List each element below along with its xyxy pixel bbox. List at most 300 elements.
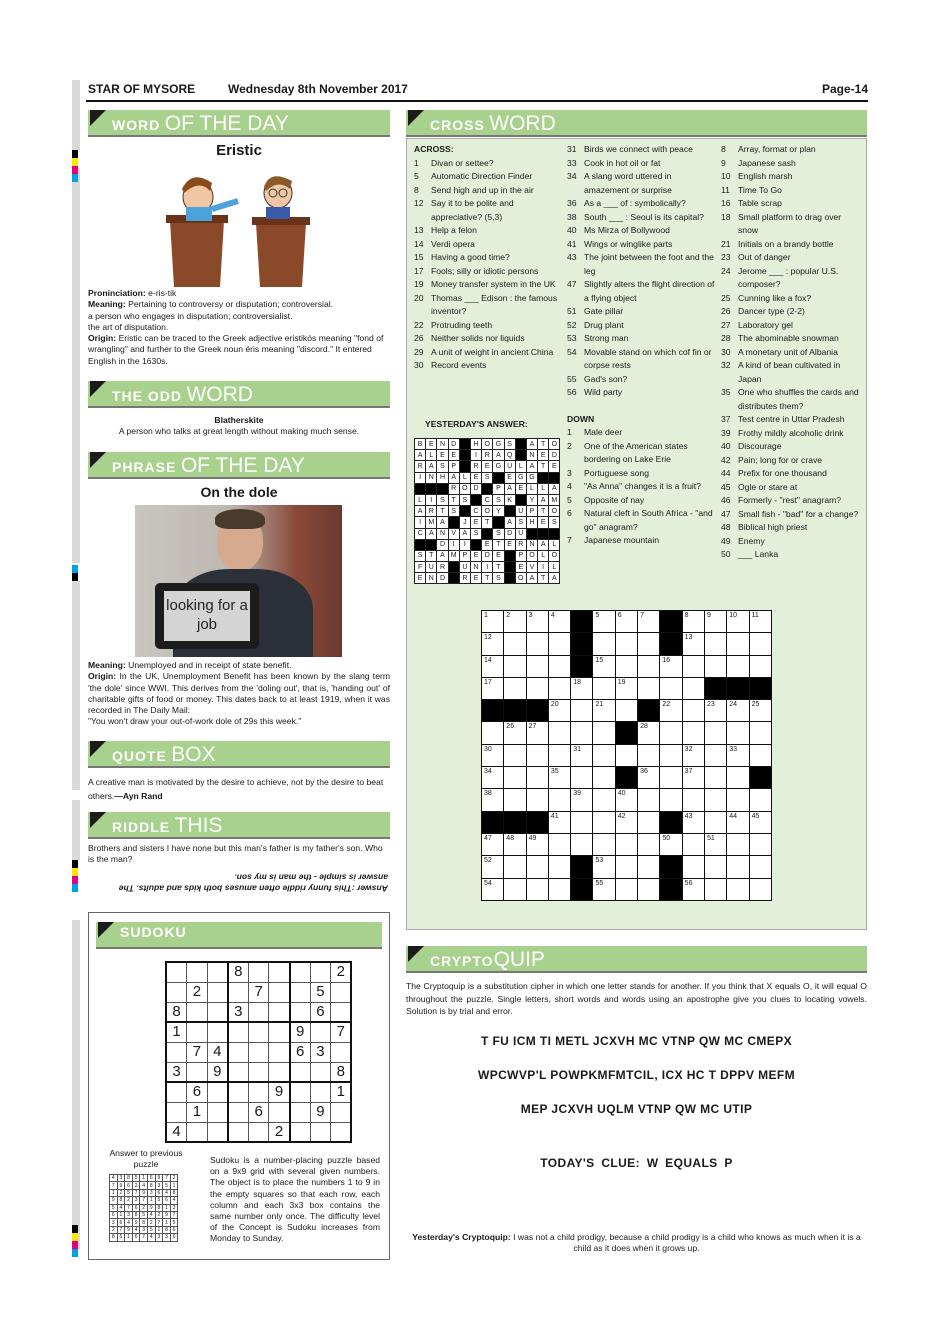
crossword-cell[interactable] xyxy=(682,878,704,900)
sudoku-cell[interactable] xyxy=(269,1022,290,1042)
crossword-cell[interactable] xyxy=(593,722,615,744)
answer-cell: 9 xyxy=(147,1204,155,1211)
answer-cell: 7 xyxy=(132,1189,140,1196)
sudoku-cell[interactable] xyxy=(228,1042,249,1062)
crossword-cell[interactable] xyxy=(615,811,637,833)
crossword-cell[interactable] xyxy=(704,700,726,722)
crossword-cell[interactable] xyxy=(704,789,726,811)
answer-letter: A xyxy=(526,439,537,450)
black-square xyxy=(437,483,448,494)
crossword-cell[interactable] xyxy=(526,744,548,766)
sudoku-cell[interactable] xyxy=(166,1082,187,1102)
crossword-cell[interactable] xyxy=(548,811,570,833)
sudoku-cell[interactable] xyxy=(310,1122,331,1142)
crossword-cell[interactable] xyxy=(660,789,682,811)
crossword-cell[interactable] xyxy=(749,655,771,677)
sudoku-cell[interactable] xyxy=(166,982,187,1002)
crossword-cell[interactable] xyxy=(504,878,526,900)
sudoku-cell[interactable] xyxy=(207,982,228,1002)
crossword-cell[interactable] xyxy=(571,700,593,722)
crossword-cell[interactable] xyxy=(504,744,526,766)
answer-letter: S xyxy=(493,573,504,584)
sudoku-cell[interactable] xyxy=(207,1002,228,1022)
sudoku-cell[interactable] xyxy=(248,1002,269,1022)
crossword-cell[interactable] xyxy=(682,767,704,789)
sudoku-cell[interactable] xyxy=(269,962,290,982)
crossword-cell[interactable] xyxy=(593,677,615,699)
answer-cell: 6 xyxy=(132,1204,140,1211)
crossword-cell[interactable] xyxy=(615,611,637,633)
sudoku-cell[interactable] xyxy=(269,1002,290,1022)
crossword-cell[interactable] xyxy=(704,633,726,655)
crossword-cell[interactable] xyxy=(660,767,682,789)
sudoku-cell[interactable] xyxy=(187,1022,208,1042)
crossword-cell[interactable] xyxy=(727,767,749,789)
crossword-cell[interactable] xyxy=(482,633,504,655)
answer-letter: A xyxy=(415,450,426,461)
meaning: Pertaining to controversy or disputation; controversial. xyxy=(128,299,334,310)
answer-letter: O xyxy=(459,483,470,494)
answer-cell: 8 xyxy=(155,1204,163,1211)
crossword-cell[interactable] xyxy=(749,833,771,855)
answer-letter: A xyxy=(437,517,448,528)
crossword-cell[interactable] xyxy=(660,722,682,744)
crossword-cell[interactable] xyxy=(638,856,660,878)
answer-cell: 8 xyxy=(147,1182,155,1189)
clue-number: 2 xyxy=(567,440,572,451)
clue-number: 28 xyxy=(721,333,731,343)
sudoku-cell[interactable] xyxy=(207,1102,228,1122)
clue-number: 1 xyxy=(414,157,419,168)
answer-letter: E xyxy=(470,550,481,561)
crossword-cell[interactable] xyxy=(482,611,504,633)
origin: Eristic can be traced to the Greek adjective eristikós meaning "fond of wrangling" and further to the Greek noun éris meaning "discord." It entered English in the 1630s. xyxy=(88,333,384,366)
answer-cell: 7 xyxy=(163,1175,171,1182)
answer-letter: O xyxy=(482,506,493,517)
clue-text: Having a good time? xyxy=(431,252,510,262)
answer-cell: 4 xyxy=(132,1226,140,1233)
crossword-cell[interactable] xyxy=(727,655,749,677)
clue-text: Formerly - "rest" anagram? xyxy=(738,495,842,505)
crossword-cell[interactable] xyxy=(749,611,771,633)
clue-text: Small platform to drag over snow xyxy=(738,211,842,235)
crossword-cell[interactable] xyxy=(593,655,615,677)
sudoku-cell[interactable] xyxy=(187,1002,208,1022)
sudoku-cell[interactable] xyxy=(310,1062,331,1082)
crossword-cell[interactable] xyxy=(548,878,570,900)
crossword-cell[interactable] xyxy=(638,633,660,655)
answer-cell: 1 xyxy=(117,1211,125,1218)
crossword-cell[interactable] xyxy=(593,878,615,900)
sudoku-cell[interactable] xyxy=(290,1102,311,1122)
crossword-cell[interactable] xyxy=(704,767,726,789)
clue-item xyxy=(414,319,564,333)
crossword-cell[interactable] xyxy=(593,633,615,655)
black-square xyxy=(415,539,426,550)
clue-number: 13 xyxy=(414,225,424,235)
answer-cell: 2 xyxy=(155,1211,163,1218)
crossword-cell[interactable] xyxy=(727,611,749,633)
answer-cell: 5 xyxy=(140,1211,148,1218)
sudoku-cell[interactable] xyxy=(331,1122,352,1142)
crossword-cell[interactable] xyxy=(482,744,504,766)
crossword-cell[interactable] xyxy=(548,744,570,766)
sudoku-cell[interactable] xyxy=(228,1062,249,1082)
crossword-cell[interactable] xyxy=(482,677,504,699)
color-mark xyxy=(72,573,78,581)
black-square xyxy=(504,700,526,722)
crossword-cell[interactable] xyxy=(593,856,615,878)
crossword-cell[interactable] xyxy=(504,767,526,789)
crossword-cell[interactable] xyxy=(548,700,570,722)
crossword-cell[interactable] xyxy=(593,833,615,855)
clue-text: Cunning like a fox? xyxy=(738,292,812,303)
clue-item xyxy=(721,494,863,508)
crossword-cell[interactable] xyxy=(704,833,726,855)
crossword-cell[interactable] xyxy=(749,856,771,878)
sudoku-cell[interactable] xyxy=(331,1042,352,1062)
sudoku-cell[interactable] xyxy=(290,1062,311,1082)
crossword-cell[interactable] xyxy=(638,655,660,677)
crossword-cell[interactable] xyxy=(727,722,749,744)
crossword-cell[interactable] xyxy=(615,789,637,811)
clue-item xyxy=(567,332,717,346)
crossword-cell[interactable] xyxy=(638,744,660,766)
clue-number: 26 xyxy=(721,306,731,316)
crossword-cell[interactable] xyxy=(682,611,704,633)
crossword-cell[interactable] xyxy=(593,767,615,789)
crossword-cell[interactable] xyxy=(638,611,660,633)
answer-letter: L xyxy=(538,483,549,494)
sudoku-cell[interactable] xyxy=(310,1022,331,1042)
crossword-cell[interactable] xyxy=(704,722,726,744)
crossword-cell[interactable] xyxy=(526,633,548,655)
crossword-cell[interactable] xyxy=(504,633,526,655)
crossword-cell[interactable] xyxy=(548,833,570,855)
clue-text: South ___ : Seoul is its capital? xyxy=(584,211,704,222)
crossword-cell[interactable] xyxy=(660,655,682,677)
sudoku-cell[interactable] xyxy=(310,1082,331,1102)
crossword-cell[interactable] xyxy=(526,789,548,811)
crossword-cell[interactable] xyxy=(727,856,749,878)
crossword-cell[interactable] xyxy=(749,722,771,744)
cell-number: 50 xyxy=(662,834,671,842)
crossword-cell[interactable] xyxy=(526,611,548,633)
crossword-cell[interactable] xyxy=(526,856,548,878)
crossword-cell[interactable] xyxy=(482,789,504,811)
crossword-cell[interactable] xyxy=(638,722,660,744)
crossword-cell[interactable] xyxy=(548,611,570,633)
answer-letter: E xyxy=(415,573,426,584)
sudoku-cell[interactable] xyxy=(290,1082,311,1102)
crossword-cell[interactable] xyxy=(548,856,570,878)
clue-text: ___ Lanka xyxy=(738,549,779,559)
answer-letter: G xyxy=(515,472,526,483)
crossword-cell[interactable] xyxy=(548,633,570,655)
clue-item xyxy=(721,197,863,211)
sudoku-cell[interactable] xyxy=(331,1002,352,1022)
sudoku-cell[interactable] xyxy=(207,962,228,982)
sudoku-cell[interactable] xyxy=(228,1022,249,1042)
clue-number: 5 xyxy=(414,171,419,181)
sudoku-cell[interactable] xyxy=(187,1062,208,1082)
clue-text: Prefix for one thousand xyxy=(738,468,827,478)
crossword-cell[interactable] xyxy=(682,633,704,655)
clue-number: 6 xyxy=(567,508,572,518)
crossword-cell[interactable] xyxy=(571,722,593,744)
crossword-cell[interactable] xyxy=(526,767,548,789)
crossword-cell[interactable] xyxy=(704,878,726,900)
crossword-cell[interactable] xyxy=(704,655,726,677)
crossword-cell[interactable] xyxy=(615,677,637,699)
crossword-cell[interactable] xyxy=(482,655,504,677)
crossword-cell[interactable] xyxy=(682,789,704,811)
crossword-cell[interactable] xyxy=(571,767,593,789)
sudoku-cell[interactable] xyxy=(290,1002,311,1022)
answer-letter: O xyxy=(515,573,526,584)
answer-cell: 3 xyxy=(132,1197,140,1204)
crossword-cell[interactable] xyxy=(682,700,704,722)
crossword-cell[interactable] xyxy=(593,811,615,833)
clue-text: Wild party xyxy=(584,387,623,397)
crossword-cell[interactable] xyxy=(660,833,682,855)
answer-letter: E xyxy=(515,562,526,573)
crossword-cell[interactable] xyxy=(727,833,749,855)
crossword-cell[interactable] xyxy=(727,744,749,766)
answer-letter: A xyxy=(426,461,437,472)
crossword-cell[interactable] xyxy=(638,833,660,855)
sudoku-cell[interactable] xyxy=(166,1042,187,1062)
crossword-cell[interactable] xyxy=(615,633,637,655)
sudoku-cell[interactable] xyxy=(228,982,249,1002)
crossword-cell[interactable] xyxy=(615,744,637,766)
crossword-cell[interactable] xyxy=(504,856,526,878)
clue-item xyxy=(721,359,863,386)
crossword-cell[interactable] xyxy=(504,611,526,633)
crossword-cell[interactable] xyxy=(682,833,704,855)
crossword-cell[interactable] xyxy=(593,789,615,811)
crossword-cell[interactable] xyxy=(615,700,637,722)
crossword-cell[interactable] xyxy=(660,700,682,722)
answer-letter: O xyxy=(526,550,537,561)
sudoku-cell[interactable] xyxy=(269,982,290,1002)
black-square xyxy=(515,494,526,505)
sudoku-cell[interactable] xyxy=(228,1122,249,1142)
black-square xyxy=(482,528,493,539)
crossword-cell[interactable] xyxy=(638,878,660,900)
answer-cell: 1 xyxy=(140,1175,148,1182)
cell-number: 15 xyxy=(595,656,604,664)
clue-item xyxy=(567,426,717,440)
answer-letter: N xyxy=(426,472,437,483)
crossword-cell[interactable] xyxy=(571,789,593,811)
sudoku-cell[interactable] xyxy=(166,962,187,982)
crossword-cell[interactable] xyxy=(504,722,526,744)
sudoku-cell[interactable] xyxy=(269,1102,290,1122)
crossword-cell[interactable] xyxy=(482,722,504,744)
sudoku-cell[interactable] xyxy=(290,962,311,982)
crossword-cell[interactable] xyxy=(548,789,570,811)
crossword-cell[interactable] xyxy=(593,700,615,722)
answer-cell: 4 xyxy=(163,1189,171,1196)
crossword-cell[interactable] xyxy=(548,722,570,744)
crossword-cell[interactable] xyxy=(749,789,771,811)
crossword-cell[interactable] xyxy=(727,878,749,900)
crossword-cell[interactable] xyxy=(504,677,526,699)
crossword-cell[interactable] xyxy=(704,744,726,766)
sudoku-cell[interactable] xyxy=(248,1122,269,1142)
crossword-cell[interactable] xyxy=(526,833,548,855)
crossword-cell[interactable] xyxy=(682,744,704,766)
crossword-cell[interactable] xyxy=(749,811,771,833)
crossword-cell[interactable] xyxy=(682,722,704,744)
cell-number: 3 xyxy=(528,612,533,619)
margin-bar xyxy=(72,168,80,563)
crossword-cell[interactable] xyxy=(704,611,726,633)
crossword-cell[interactable] xyxy=(682,811,704,833)
sudoku-cell[interactable] xyxy=(310,962,331,982)
answer-letter: I xyxy=(415,517,426,528)
clue-text: Divan or settee? xyxy=(431,157,494,168)
crossword-cell[interactable] xyxy=(704,856,726,878)
across-title: ACROSS: xyxy=(414,144,454,154)
answer-letter: B xyxy=(415,439,426,450)
clue-number: 42 xyxy=(721,454,731,465)
clue-item xyxy=(567,197,717,211)
crossword-cell[interactable] xyxy=(504,789,526,811)
sudoku-cell[interactable] xyxy=(248,1042,269,1062)
header-notch xyxy=(98,922,114,938)
crossword-cell[interactable] xyxy=(749,700,771,722)
sudoku-cell[interactable] xyxy=(248,1062,269,1082)
sudoku-cell[interactable] xyxy=(248,962,269,982)
crossword-cell[interactable] xyxy=(526,722,548,744)
crossword-cell[interactable] xyxy=(571,811,593,833)
answer-cell: 6 xyxy=(147,1175,155,1182)
color-mark xyxy=(72,565,78,573)
crossword-cell[interactable] xyxy=(615,833,637,855)
answer-letter: O xyxy=(549,550,560,561)
sudoku-cell[interactable] xyxy=(207,1022,228,1042)
clue-number: 55 xyxy=(567,373,577,384)
clue-number: 37 xyxy=(721,414,731,424)
crossword-cell[interactable] xyxy=(749,633,771,655)
sudoku-cell[interactable] xyxy=(187,1122,208,1142)
crossword-cell[interactable] xyxy=(571,677,593,699)
clue-number: 40 xyxy=(567,225,577,235)
answer-letter: L xyxy=(538,550,549,561)
clue-number: 18 xyxy=(721,211,731,222)
answer-letter: E xyxy=(504,472,515,483)
crossword-cell[interactable] xyxy=(526,655,548,677)
answer-letter: R xyxy=(515,539,526,550)
crossword-cell[interactable] xyxy=(682,677,704,699)
crossword-cell[interactable] xyxy=(593,744,615,766)
sudoku-cell[interactable] xyxy=(207,1082,228,1102)
crossword-cell[interactable] xyxy=(526,878,548,900)
crossword-cell[interactable] xyxy=(704,811,726,833)
crossword-cell[interactable] xyxy=(682,856,704,878)
sudoku-cell[interactable] xyxy=(248,1022,269,1042)
sudoku-cell[interactable] xyxy=(187,962,208,982)
crossword-cell[interactable] xyxy=(548,767,570,789)
crossword-cell[interactable] xyxy=(749,878,771,900)
crossword-cell[interactable] xyxy=(749,744,771,766)
clue-item xyxy=(414,184,564,198)
crossword-cell[interactable] xyxy=(482,878,504,900)
clue-number: 39 xyxy=(721,427,731,438)
crossword-cell[interactable] xyxy=(660,744,682,766)
quote-author: —Ayn Rand xyxy=(114,791,163,801)
answer-letter: S xyxy=(493,494,504,505)
crossword-cell[interactable] xyxy=(526,677,548,699)
crossword-cell[interactable] xyxy=(482,767,504,789)
black-square xyxy=(660,633,682,655)
answer-letter: R xyxy=(426,506,437,517)
sudoku-cell[interactable] xyxy=(166,1102,187,1122)
crossword-cell[interactable] xyxy=(638,677,660,699)
sudoku-cell[interactable] xyxy=(269,1042,290,1062)
answer-letter: T xyxy=(493,562,504,573)
crossword-cell[interactable] xyxy=(482,856,504,878)
sudoku-cell[interactable] xyxy=(248,1082,269,1102)
sudoku-cell[interactable] xyxy=(228,1082,249,1102)
sudoku-cell[interactable] xyxy=(207,1122,228,1142)
black-square xyxy=(727,677,749,699)
down-title: DOWN xyxy=(567,413,595,424)
crossword-cell[interactable] xyxy=(615,655,637,677)
crossword-cell[interactable] xyxy=(660,677,682,699)
crossword-cell[interactable] xyxy=(638,767,660,789)
phrase-header xyxy=(88,452,390,479)
sudoku-cell[interactable] xyxy=(331,1102,352,1122)
clue-item xyxy=(567,373,717,387)
crossword-cell[interactable] xyxy=(727,789,749,811)
answer-cell: 3 xyxy=(155,1182,163,1189)
sudoku-cell[interactable] xyxy=(331,982,352,1002)
sudoku-cell[interactable] xyxy=(228,1102,249,1122)
crossword-cell[interactable] xyxy=(571,833,593,855)
crossword-cell[interactable] xyxy=(727,811,749,833)
crossword-cell[interactable] xyxy=(504,655,526,677)
quip-line-2: WPCWVP'L POWPKMFMTCIL, ICX HC T DPPV MEFM xyxy=(477,1068,796,1082)
sudoku-cell[interactable] xyxy=(290,982,311,1002)
crossword-cell[interactable] xyxy=(548,655,570,677)
crossword-cell[interactable] xyxy=(615,878,637,900)
answer-letter: L xyxy=(415,494,426,505)
crossword-cell[interactable] xyxy=(615,856,637,878)
page-number: Page-14 xyxy=(821,82,868,96)
crossword-cell[interactable] xyxy=(571,744,593,766)
crossword-cell[interactable] xyxy=(727,633,749,655)
crossword-cell[interactable] xyxy=(638,811,660,833)
clue-text: Initials on a brandy bottle xyxy=(738,238,834,249)
sudoku-cell[interactable] xyxy=(269,1062,290,1082)
answer-cell: 5 xyxy=(125,1189,133,1196)
crossword-cell[interactable] xyxy=(482,833,504,855)
cell-number: 22 xyxy=(662,701,671,709)
crossword-cell[interactable] xyxy=(727,700,749,722)
crossword-cell[interactable] xyxy=(682,655,704,677)
crossword-cell[interactable] xyxy=(548,677,570,699)
answer-letter: T xyxy=(493,539,504,550)
crossword-grid xyxy=(481,610,772,901)
sudoku-cell[interactable] xyxy=(290,1122,311,1142)
crossword-cell[interactable] xyxy=(593,611,615,633)
crossword-cell[interactable] xyxy=(504,833,526,855)
crossword-cell[interactable] xyxy=(638,789,660,811)
clue-text: The joint between the foot and the leg xyxy=(584,252,714,276)
